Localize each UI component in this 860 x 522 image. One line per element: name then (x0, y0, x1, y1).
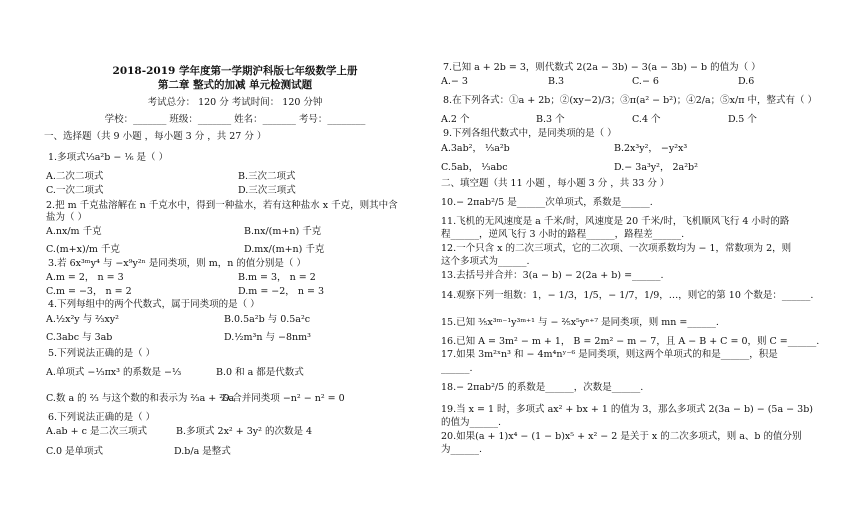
exam-meta: 考试总分： 120 分 考试时间： 120 分钟 (147, 97, 323, 108)
q1-option-b: B.三次二项式 (238, 171, 296, 182)
student-info: 学校：_______ 班级：_______ 姓名：_______ 考号：________ (104, 114, 366, 125)
q7-stem: 7.已知 a + 2b = 3，则代数式 2(2a − 3b) − 3(a − 3b) − b 的值为（ ） (443, 62, 761, 73)
q15: 15.已知 ⅗x³ᵐ⁻¹y³ᵐ⁺¹ 与 − ⅖x⁵yⁿ⁺⁷ 是同类项，则 mn =______. (441, 317, 719, 328)
q3-option-a: A.m = 2， n = 3 (46, 272, 124, 283)
q6-option-c: C.0 是单项式 (46, 446, 104, 457)
q2-stem-line1: 2.把 m 千克盐溶解在 n 千克水中，得到一种盐水，若有这种盐水 x 千克，则其中含 (46, 200, 398, 211)
q8-option-b: B.3 个 (536, 114, 565, 125)
q20-line2: 为______. (441, 444, 483, 455)
q14: 14.观察下列一组数：1，− 1/3，1/5，− 1/7，1/9，…，则它的第 10 个数是：______. (441, 290, 814, 301)
q1-stem: 1.多项式⅓a²b − ⅙ 是（ ） (48, 152, 169, 163)
q8-stem: 8.在下列各式：①a + 2b；②(xy−2)/3；③π(a² − b²)；④2/a；⑤x/π 中，整式有（ ） (443, 95, 818, 106)
q9-stem: 9.下列各组代数式中，是同类项的是（ ） (443, 128, 617, 139)
q5-option-a: A.单项式 −⅓πx³ 的系数是 −⅓ (46, 367, 182, 378)
q3-option-c: C.m = −3， n = 2 (46, 286, 132, 297)
q9-option-d: D.− 3a³y²， 2a²b² (614, 162, 698, 173)
q17-line2: ______. (441, 363, 473, 374)
q6-option-d: D.b/a 是整式 (174, 446, 231, 457)
q7-option-d: D.6 (738, 76, 755, 87)
q7-option-b: B.3 (548, 76, 565, 87)
q6-option-a: A.ab + c 是二次三项式 (46, 426, 147, 437)
q2-option-b: B.nx/(m+n) 千克 (244, 226, 322, 237)
q13: 13.去括号并合并：3(a − b) − 2(2a + b) =______. (441, 270, 664, 281)
q11-line1: 11.飞机的无风速度是 a 千米/时，风速度是 20 千米/时，飞机顺风飞行 4 小时的路 (441, 216, 790, 227)
q2-option-d: D.mx/(m+n) 千克 (244, 244, 325, 255)
q4-option-b: B.0.5a²b 与 0.5a²c (224, 314, 311, 325)
q20-line1: 20.如果(a + 1)x⁴ − (1 − b)x⁵ + x² − 2 是关于 x 的二次多项式，则 a、b 的值分别 (441, 431, 802, 442)
q12-line1: 12.一个只含 x 的二次三项式，它的二次项、一次项系数均为 − 1，常数项为 2，则 (441, 243, 792, 254)
q19-line2: 的值为______. (441, 417, 502, 428)
q4-option-c: C.3abc 与 3ab (46, 332, 113, 343)
q2-stem-line2: 盐为（ ） (46, 212, 88, 223)
q8-option-d: D.5 个 (728, 114, 757, 125)
q12-line2: 这个多项式为______. (441, 256, 530, 267)
q9-option-b: B.2x³y²， −y²x³ (614, 143, 688, 154)
q4-option-d: D.½m³n 与 −8nm³ (224, 332, 311, 343)
q1-option-d: D.三次三项式 (238, 185, 296, 196)
q11-line2: 程______，逆风飞行 3 小时的路程______，路程差______. (441, 229, 685, 240)
q9-option-c: C.5ab， ⅓abc (441, 162, 508, 173)
q5-stem: 5.下列说法正确的是（ ） (48, 348, 156, 359)
section-heading-fill: 二、填空题（共 11 小题 ，每小题 3 分 ，共 33 分 ） (441, 178, 670, 189)
q6-stem: 6.下列说法正确的是（ ） (48, 412, 156, 423)
q19-line1: 19.当 x = 1 时，多项式 ax² + bx + 1 的值为 3，那么多项式 2(3a − b) − (5a − 3b) (441, 404, 813, 415)
q16: 16.已知 A = 3m² − m + 1， B = 2m² − m − 7，且 A − B + C = 0，则 C =______. (441, 336, 820, 347)
exam-subtitle: 第二章 整式的加减 单元检测试题 (157, 79, 313, 91)
q7-option-c: C.− 6 (632, 76, 659, 87)
q5-option-c: C.数 a 的 ⅔ 与这个数的和表示为 ⅔a + ⅔a (46, 393, 235, 404)
q5-option-b: B.0 和 a 都是代数式 (216, 367, 304, 378)
q10: 10.− 2πab²/5 是______次单项式，系数是______. (441, 197, 653, 208)
q2-option-c: C.(m+x)/m 千克 (46, 244, 120, 255)
q4-stem: 4.下列每组中的两个代数式，属于同类项的是（ ） (48, 299, 260, 310)
section-heading-choice: 一、选择题（共 9 小题 ，每小题 3 分 ，共 27 分 ） (44, 131, 267, 142)
q18: 18.− 2πab²/5 的系数是______，次数是______. (441, 382, 644, 393)
q1-option-c: C.一次二项式 (46, 185, 104, 196)
q5-option-d: D.合并同类项 −n² − n² = 0 (222, 393, 345, 404)
q2-option-a: A.nx/m 千克 (46, 226, 102, 237)
q7-option-a: A.− 3 (441, 76, 468, 87)
q9-option-a: A.3ab²， ⅓a²b (441, 143, 510, 154)
q8-option-a: A.2 个 (441, 114, 470, 125)
q3-option-b: B.m = 3， n = 2 (238, 272, 316, 283)
q17-line1: 17.如果 3m²ˣn³ 和 − 4m⁴nʸ⁻⁶ 是同类项，则这两个单项式的和是______，积是 (441, 349, 778, 360)
q6-option-b: B.多项式 2x² + 3y² 的次数是 4 (176, 426, 313, 437)
exam-title: 2018-2019 学年度第一学期沪科版七年级数学上册 (112, 65, 358, 77)
q3-stem: 3.若 6x³ᵐy⁴ 与 −x⁹y²ⁿ 是同类项，则 m，n 的值分别是（ ） (48, 258, 306, 269)
q3-option-d: D.m = −2， n = 3 (238, 286, 324, 297)
q8-option-c: C.4 个 (632, 114, 661, 125)
q4-option-a: A.½x²y 与 ⅔xy² (46, 314, 119, 325)
q1-option-a: A.二次二项式 (46, 171, 104, 182)
